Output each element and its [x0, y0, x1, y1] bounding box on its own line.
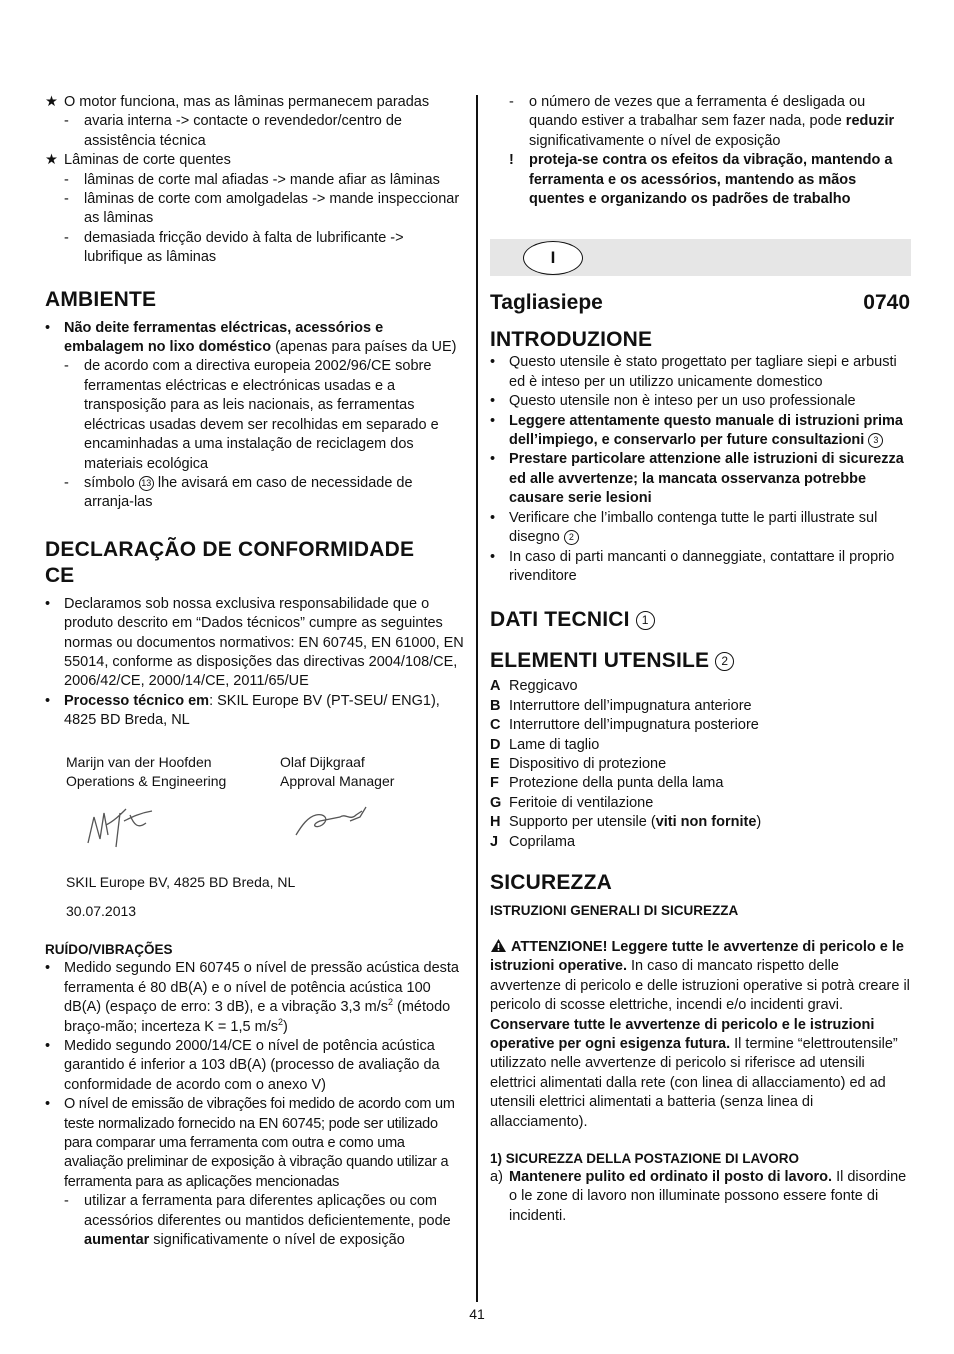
fault-item — [45, 93, 465, 112]
list-item: D Lame di taglio — [490, 736, 600, 753]
list-item: E Dispositivo di protezione — [490, 755, 667, 772]
list-item: J Coprilama — [490, 833, 576, 850]
ruido-bullet: • Medido segundo 2000/14/CE o nível de potência acústica garantido é inferior a 103 dB(A) (processo de avaliação da conformidade de acordo com o anexo V) — [45, 1038, 440, 1093]
list-item: H Supporto per utensile (viti non fornite) — [490, 814, 762, 831]
left-column — [45, 93, 465, 1250]
product-title-row — [490, 290, 910, 316]
signature-image — [80, 795, 170, 855]
warning-triangle-icon — [490, 938, 507, 953]
section-heading-sicurezza: SICUREZZA — [490, 870, 612, 894]
intro-bullet: • Verificare che l’imballo contenga tutte le parti illustrate sul disegno 2 — [490, 509, 878, 546]
ambiente-sub: - de acordo com a directiva europeia 2002/96/CE sobre ferramentas eléctricas e electrónicas usadas e a transposição para as leis nacionais, as ferramentas eléctricas usadas devem ser recolhidas em separado e encaminhadas a uma instalação de reciclagem dos materiais ecológica — [64, 358, 439, 472]
signature-image — [290, 795, 380, 845]
signer-name: Olaf Dijkgraaf — [280, 753, 365, 770]
ruido-bullet: • O nível de emissão de vibrações foi medido de acordo com um teste normalizado fornecido na EN 60745; pode ser utilizado para comparar uma ferramenta com outra e como uma avaliação preliminar de exposição à vibração quando utilizar a ferramenta para as aplicações mencionadas — [45, 1096, 455, 1190]
vibration-warning: ! proteja-se contra os efeitos da vibração, mantendo a ferramenta e os acessórios, mantendo as mãos quentes e organizando os padrões de trabalho — [509, 152, 893, 208]
ruido-sub: - utilizar a ferramenta para diferentes aplicações ou com acessórios diferentes ou mantidos deficientemente, pode aumentar significativamente o nível de exposição — [64, 1193, 451, 1249]
signer-name: Marijn van der Hoofden — [66, 753, 212, 770]
section-heading-elementi: ELEMENTI UTENSILE 2 — [490, 648, 910, 674]
section-heading-ruido: RUÍDO/VIBRAÇÕES — [45, 942, 173, 958]
figure-ref-2: 2 — [564, 530, 579, 545]
exclamation-icon: ! — [509, 152, 514, 169]
page-number: 41 — [469, 1306, 485, 1322]
section-heading-introduzione: INTRODUZIONE — [490, 328, 653, 352]
ambiente-bullet: • Não deite ferramentas eléctricas, acessórios e embalagem no lixo doméstico (apenas para países da UE) — [45, 319, 457, 356]
ambiente-sub: - símbolo 13 lhe avisará em caso de necessidade de arranja-las — [64, 474, 413, 511]
fault-item — [45, 151, 465, 170]
signature-block — [45, 753, 465, 873]
subheading-istruzioni: ISTRUZIONI GENERALI DI SICUREZZA — [490, 902, 739, 918]
fault-sub: - demasiada fricção devido à falta de lubrificante -> lubrifique as lâminas — [64, 229, 404, 266]
right-column — [490, 93, 910, 1226]
figure-ref-2: 2 — [715, 652, 734, 671]
column-divider — [476, 95, 478, 1302]
fault-text: Lâminas de corte quentes — [64, 152, 231, 169]
ruido-bullet: • Medido segundo EN 60745 o nível de pressão acústica desta ferramenta é 80 dB(A) e o nível de potência acústica 100 dB(A) (espaço de erro: 3 dB), e a vibração 3,3 $m/s^2$ (método braço-mão; incerteza K = 1,5 $m/s^2$) — [45, 960, 459, 1035]
intro-bullet: • Prestare particolare attenzione alle istruzioni di sicurezza ed alle avvertenze; la mancata osservanza potrebbe causare serie lesioni — [490, 451, 904, 507]
declaration-date: 30.07.2013 — [66, 902, 137, 919]
fault-sub: - avaria interna -> contacte o revendedor/centro de assistência técnica — [64, 113, 402, 149]
conformidade-bullet: • Declaramos sob nossa exclusiva responsabilidade que o produto descrito em “Dados técnicos” cumpre as seguintes normas ou documentos normativos: EN 60745, EN 61000, EN 55014, conforme as disposições das directivas 2004/108/CE, 2006/42/CE, 2000/14/CE, 2011/65/UE — [45, 595, 464, 690]
product-name: Tagliasiepe — [490, 291, 603, 315]
ruido-sub: - o número de vezes que a ferramenta é desligada ou quando estiver a trabalhar sem fazer nada, pode reduzir significativamente o nível de exposição — [509, 94, 895, 149]
list-item: B Interruttore dell’impugnatura anteriore — [490, 697, 752, 714]
star-icon: ★ — [45, 152, 58, 169]
intro-bullet: • In caso di parti mancanti o danneggiate, contattare il proprio rivenditore — [490, 548, 895, 584]
intro-bullet: • Questo utensile è stato progettato per tagliare siepi e arbusti ed è inteso per un utilizzo unicamente domestico — [490, 354, 897, 390]
section-heading-dati-tecnici: DATI TECNICI 1 — [490, 607, 910, 633]
figure-ref-1: 1 — [636, 611, 655, 630]
conformidade-bullet: • Processo técnico em: SKIL Europe BV (PT-SEU/ ENG1), 4825 BD Breda, NL — [45, 692, 440, 729]
company-address: SKIL Europe BV, 4825 BD Breda, NL — [66, 873, 296, 890]
intro-bullet: • Questo utensile non è inteso per un uso professionale — [490, 393, 856, 410]
fault-text: O motor funciona, mas as lâminas permanecem paradas — [64, 94, 430, 110]
list-item: C Interruttore dell’impugnatura posteriore — [490, 717, 759, 734]
signer-title: Approval Manager — [280, 772, 395, 789]
product-model: 0740 — [863, 291, 910, 315]
language-bar — [490, 239, 911, 276]
safety-warning-paragraph: ATTENZIONE! Leggere tutte le avvertenze di pericolo e le istruzioni operative. In caso di mancato rispetto delle avvertenze di pericolo e delle istruzioni operative si potrà creare il pericolo di scosse elettriche, incendi e/o incidenti gravi. Conservare tutte le avvertenze di pericolo e le istruzioni operative per ogni esigenza futura. Il termine “elettroutensile” utilizzato nelle avvertenze di pericolo si riferisce ad utensili elettrici alimentati dalla rete (con linea di allacciamento) ed ad utensili elettrici alimentati a batteria (senza linea di allacciamento). — [490, 938, 910, 1130]
language-badge: I — [523, 241, 583, 275]
star-icon: ★ — [45, 94, 58, 110]
ce-mark-icon: CE — [45, 563, 75, 587]
fault-sub: - lâminas de corte com amolgadelas -> mande inspeccionar as lâminas — [64, 191, 460, 227]
figure-ref-3: 3 — [868, 433, 883, 448]
figure-ref-13: 13 — [139, 476, 154, 491]
signer-title: Operations & Engineering — [66, 772, 227, 789]
list-item: F Protezione della punta della lama — [490, 775, 724, 792]
safety-item: a) Mantenere pulito ed ordinato il posto di lavoro. Il disordine o le zone di lavoro non illuminate possono essere fonte di incidenti. — [490, 1169, 907, 1224]
subheading-postazione: 1) SICUREZZA DELLA POSTAZIONE DI LAVORO — [490, 1151, 800, 1167]
intro-bullet: • Leggere attentamente questo manuale di istruzioni prima dell’impiego, e conservarlo per future consultazioni 3 — [490, 412, 903, 449]
list-item: G Feritoie di ventilazione — [490, 794, 654, 811]
list-item: A Reggicavo — [490, 678, 578, 695]
fault-sub: - lâminas de corte mal afiadas -> mande afiar as lâminas — [64, 171, 440, 188]
section-heading-ambiente: AMBIENTE — [45, 287, 157, 311]
section-heading-conformidade: DECLARAÇÃO DE CONFORMIDADE — [45, 537, 415, 561]
